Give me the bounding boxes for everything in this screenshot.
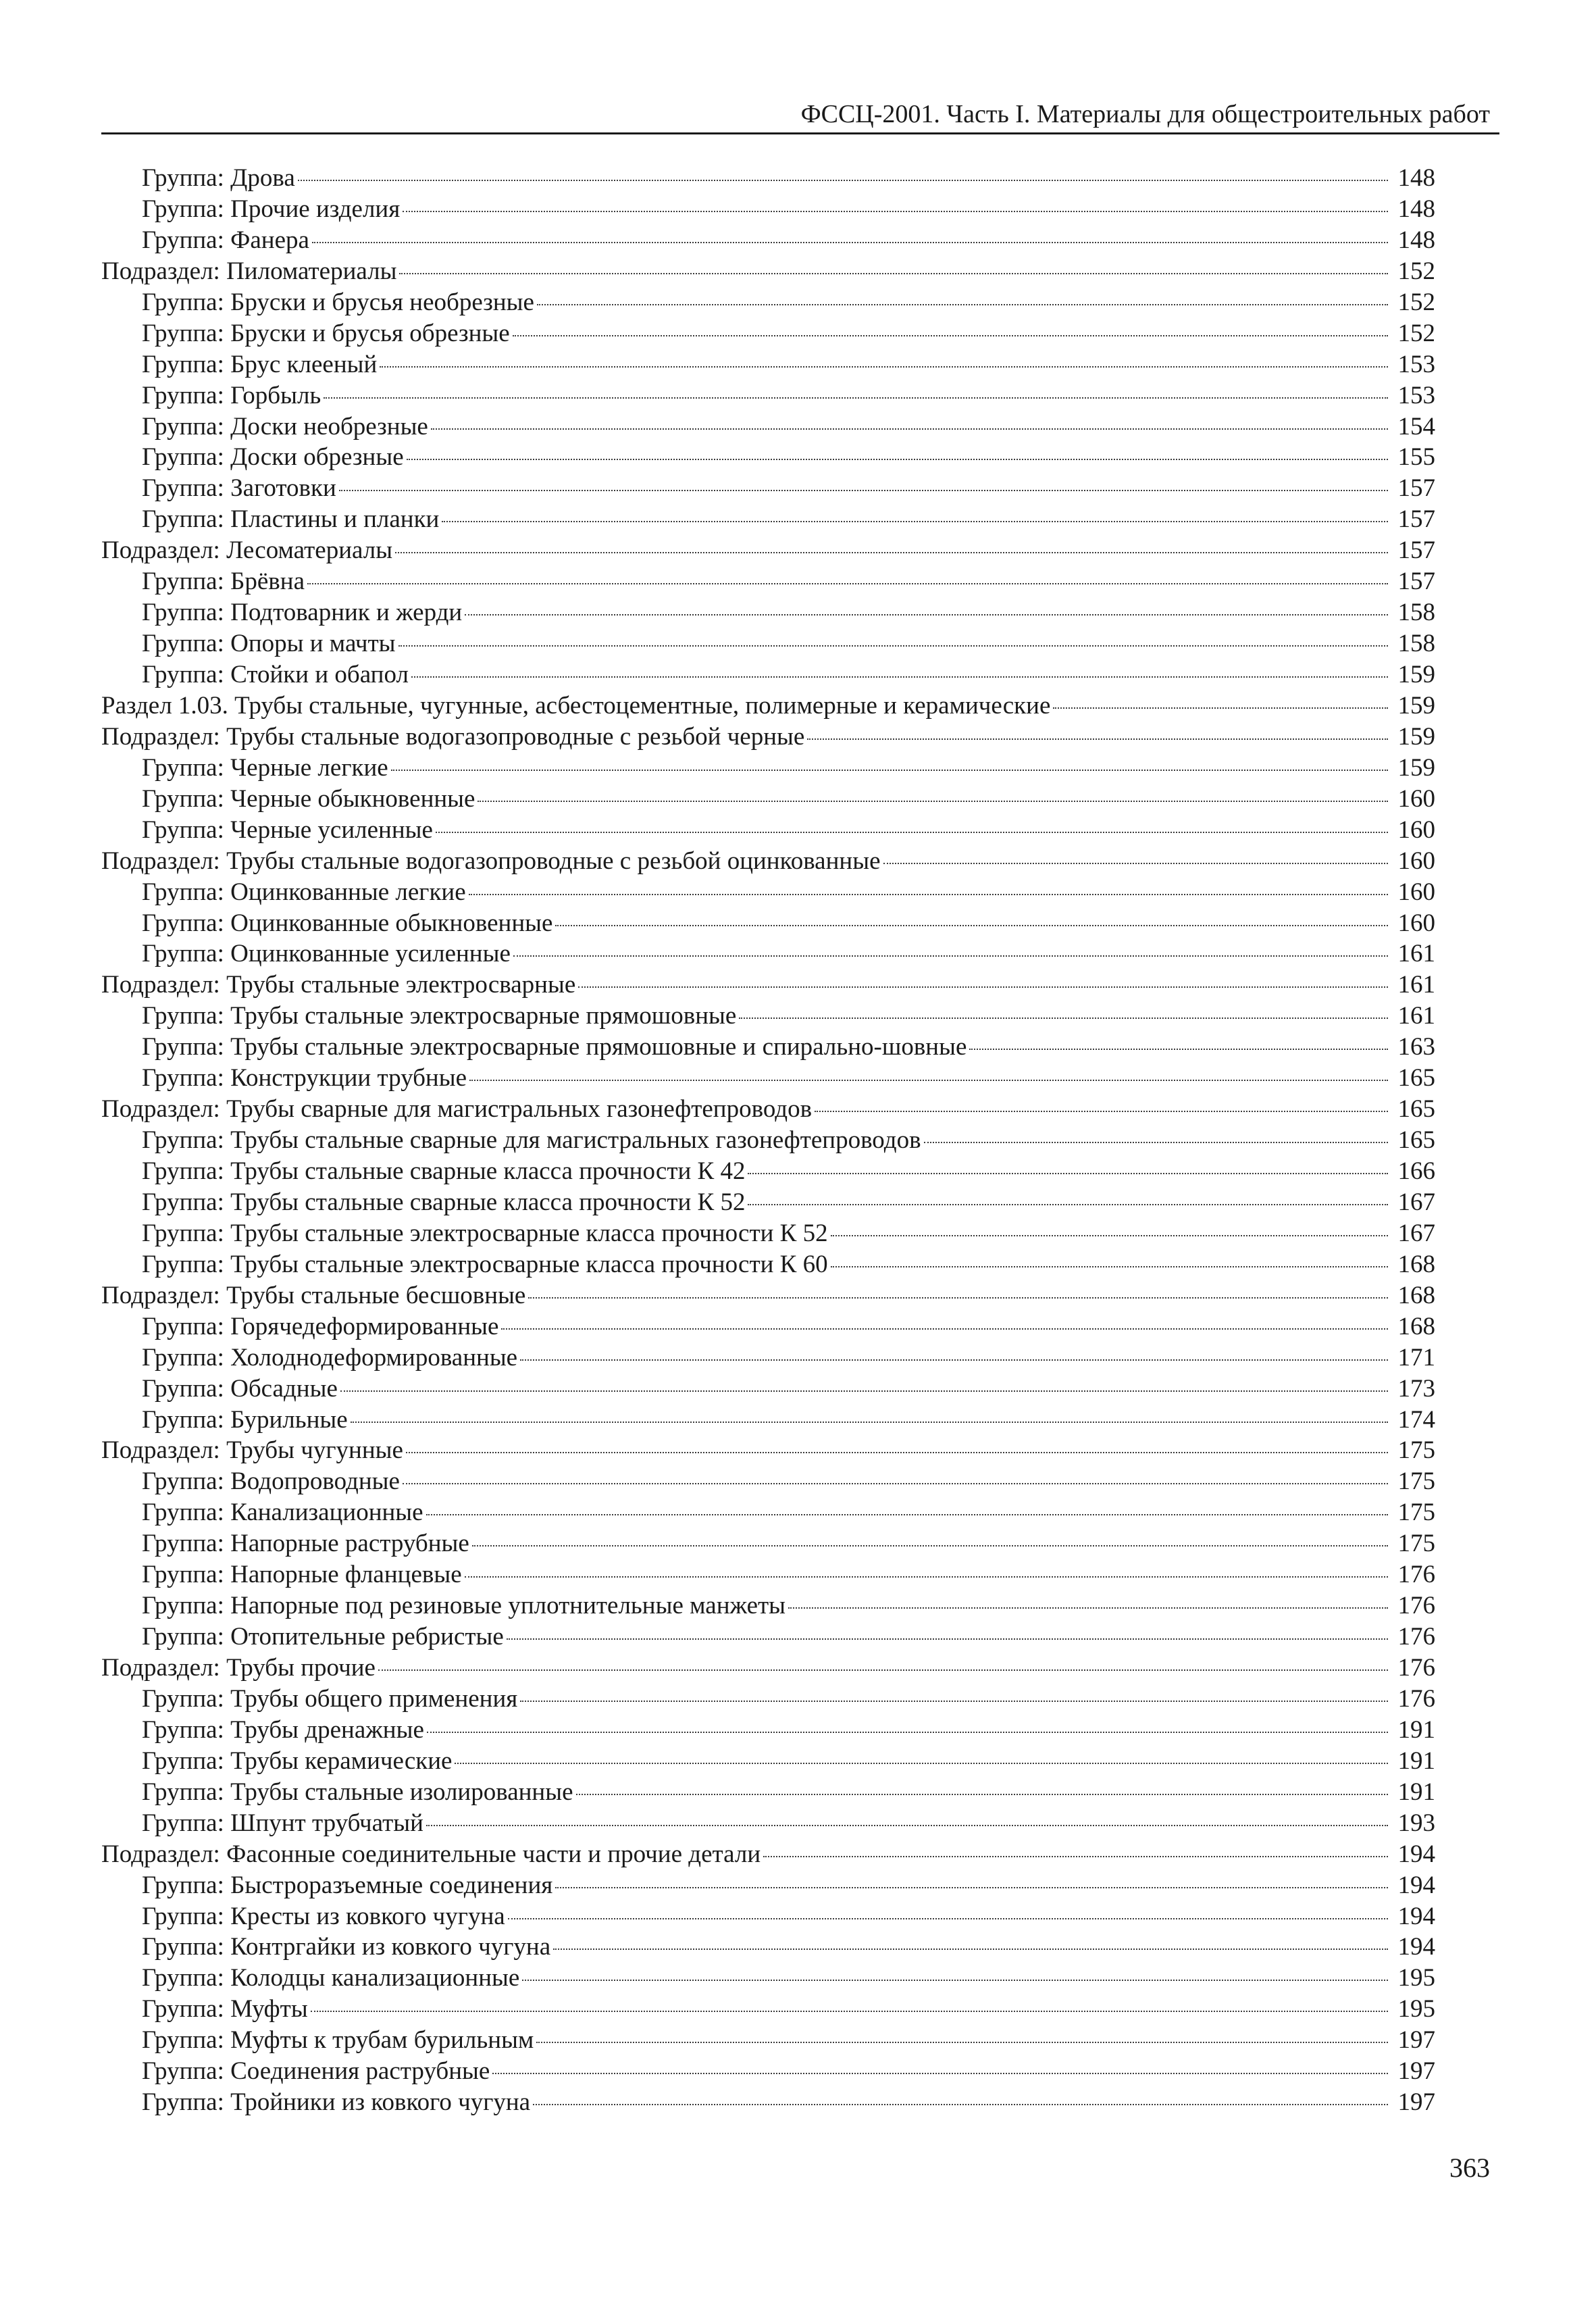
toc-entry-title: Группа: Трубы стальные электросварные прямошовные [142,1002,737,1030]
toc-entry-group[interactable] [101,1497,1435,1528]
toc-entry-page: 195 [1397,1995,1435,2023]
dot-leader [508,1918,1388,1919]
dot-leader [407,459,1388,460]
toc-entry-group[interactable] [101,1311,1435,1342]
toc-entry-title: Группа: Трубы стальные изолированные [142,1778,573,1806]
toc-entry-section[interactable] [101,1094,1435,1125]
dot-leader [788,1607,1388,1609]
toc-entry-page: 167 [1397,1219,1435,1247]
toc-entry-page: 158 [1397,599,1435,627]
toc-entry-page: 176 [1397,1561,1435,1589]
toc-entry-group[interactable] [101,1621,1435,1653]
toc-entry-page: 161 [1397,971,1435,999]
dot-leader [739,1017,1388,1019]
toc-entry-section[interactable] [101,846,1435,877]
toc-entry-page: 160 [1397,815,1435,844]
toc-entry-group[interactable] [101,1405,1435,1436]
toc-entry-group[interactable] [101,380,1435,411]
toc-entry-section[interactable] [101,1280,1435,1311]
toc-entry-page: 166 [1397,1157,1435,1185]
toc-entry-page: 165 [1397,1095,1435,1124]
toc-entry-page: 175 [1397,1530,1435,1558]
dot-leader [391,770,1388,771]
toc-entry-group[interactable] [101,1342,1435,1374]
toc-entry-title: Группа: Канализационные [142,1499,423,1527]
toc-entry-group[interactable] [101,194,1435,225]
toc-entry-title: Группа: Водопроводные [142,1467,400,1496]
toc-entry-title: Раздел 1.03. Трубы стальные, чугунные, асбестоцементные, полимерные и керамические [101,691,1051,720]
toc-entry-section[interactable] [101,1839,1435,1870]
toc-entry-page: 155 [1397,443,1435,472]
dot-leader [465,614,1388,615]
toc-entry-group[interactable] [101,1032,1435,1063]
dot-leader [924,1142,1388,1143]
toc-entry-group[interactable] [101,163,1435,194]
dot-leader [395,552,1388,553]
toc-entry-page: 163 [1397,1033,1435,1061]
toc-entry-page: 197 [1397,2026,1435,2055]
dot-leader [403,1483,1388,1484]
dot-leader [513,955,1388,957]
dot-leader [578,986,1388,988]
dot-leader [436,832,1388,833]
toc-entry-page: 191 [1397,1778,1435,1806]
toc-entry-page: 176 [1397,1654,1435,1682]
dot-leader [307,583,1388,584]
toc-entry-group[interactable] [101,2087,1435,2118]
toc-entry-title: Группа: Брёвна [142,568,305,596]
toc-entry-page: 168 [1397,1312,1435,1340]
toc-entry-title: Группа: Оцинкованные легкие [142,878,466,906]
dot-leader [536,2042,1388,2043]
toc-entry-title: Подраздел: Пиломатериалы [101,257,397,285]
dot-leader [455,1763,1388,1764]
toc-entry-group[interactable] [101,473,1435,504]
toc-entry-group[interactable] [101,2056,1435,2087]
toc-entry-title: Группа: Отопительные ребристые [142,1623,504,1651]
dot-leader [748,1204,1388,1205]
toc-entry-title: Подраздел: Трубы стальные водогазопроводные с резьбой черные [101,722,805,751]
toc-entry-group[interactable] [101,1590,1435,1621]
toc-entry-page: 158 [1397,630,1435,658]
toc-entry-group[interactable] [101,1963,1435,1994]
toc-entry-section[interactable] [101,1653,1435,1684]
toc-entry-title: Группа: Оцинкованные усиленные [142,940,511,968]
toc-entry-title: Подраздел: Трубы прочие [101,1654,376,1682]
toc-entry-title: Группа: Черные легкие [142,753,388,782]
toc-entry-group[interactable] [101,1249,1435,1280]
toc-entry-page: 160 [1397,784,1435,813]
dot-leader [576,1794,1388,1795]
toc-entry-title: Подраздел: Фасонные соединительные части и прочие детали [101,1840,761,1868]
toc-entry-page: 152 [1397,257,1435,285]
toc-entry-page: 171 [1397,1343,1435,1372]
toc-entry-title: Группа: Напорные под резиновые уплотнительные манжеты [142,1592,786,1620]
toc-entry-page: 176 [1397,1623,1435,1651]
toc-entry-group[interactable] [101,908,1435,939]
toc-entry-title: Группа: Соединения раструбные [142,2057,490,2086]
toc-entry-title: Подраздел: Трубы стальные бесшовные [101,1281,526,1309]
toc-entry-section[interactable] [101,690,1435,722]
toc-entry-title: Группа: Бурильные [142,1405,348,1434]
dot-leader [831,1235,1388,1236]
dot-leader [351,1422,1388,1423]
dot-leader [815,1111,1388,1112]
toc-entry-group[interactable] [101,628,1435,659]
toc-entry-group[interactable] [101,225,1435,256]
toc-entry-title: Группа: Муфты [142,1995,308,2023]
toc-entry-title: Группа: Бруски и брусья необрезные [142,288,534,316]
dot-leader [324,397,1388,399]
dot-leader [520,1701,1388,1702]
dot-leader [528,1297,1388,1299]
dot-leader [465,1576,1388,1578]
toc-entry-page: 173 [1397,1374,1435,1403]
dot-leader [520,1359,1388,1361]
dot-leader [533,2104,1388,2105]
dot-leader [411,676,1388,678]
toc-entry-page: 194 [1397,1871,1435,1899]
toc-entry-title: Группа: Колодцы канализационные [142,1964,520,1992]
dot-leader [431,428,1388,430]
toc-entry-group[interactable] [101,442,1435,473]
toc-entry-page: 197 [1397,2088,1435,2117]
toc-entry-page: 176 [1397,1592,1435,1620]
page-number: 363 [1449,2153,1490,2183]
toc-entry-title: Группа: Опоры и мачты [142,630,396,658]
toc-entry-group[interactable] [101,1001,1435,1032]
toc-entry-page: 160 [1397,909,1435,937]
dot-leader [831,1266,1388,1267]
toc-entry-title: Группа: Пластины и планки [142,505,440,534]
toc-entry-section[interactable] [101,1435,1435,1466]
toc-entry-page: 159 [1397,722,1435,751]
toc-entry-title: Группа: Трубы стальные электросварные класса прочности К 60 [142,1250,828,1278]
toc-entry-title: Группа: Холоднодеформированные [142,1343,518,1372]
toc-entry-title: Группа: Горбыль [142,381,321,409]
toc-entry-page: 168 [1397,1250,1435,1278]
toc-entry-page: 159 [1397,691,1435,720]
toc-entry-page: 148 [1397,164,1435,192]
dot-leader [378,1669,1388,1671]
toc-entry-title: Подраздел: Трубы сварные для магистральных газонефтепроводов [101,1095,813,1124]
toc-entry-section[interactable] [101,970,1435,1001]
toc-entry-group[interactable] [101,566,1435,597]
toc-entry-title: Группа: Контргайки из ковкого чугуна [142,1933,551,1961]
dot-leader [298,180,1388,181]
toc-entry-group[interactable] [101,1901,1435,1932]
dot-leader [883,863,1389,864]
dot-leader [406,1452,1388,1453]
dot-leader [537,304,1388,305]
dot-leader [469,1080,1388,1081]
toc-entry-page: 175 [1397,1467,1435,1496]
toc-entry-title: Подраздел: Трубы стальные электросварные [101,971,576,999]
toc-entry-title: Группа: Черные обыкновенные [142,784,475,813]
toc-entry-page: 197 [1397,2057,1435,2086]
toc-entry-page: 157 [1397,568,1435,596]
toc-entry-page: 148 [1397,226,1435,254]
toc-entry-page: 194 [1397,1840,1435,1868]
toc-entry-title: Группа: Трубы общего применения [142,1684,518,1713]
dot-leader [513,335,1388,336]
toc-entry-group[interactable] [101,2025,1435,2056]
dot-leader [311,2011,1388,2012]
toc-entry-title: Группа: Конструкции трубные [142,1064,467,1092]
toc-entry-page: 195 [1397,1964,1435,1992]
dot-leader [555,1887,1388,1888]
toc-entry-page: 159 [1397,661,1435,688]
toc-entry-section[interactable] [101,722,1435,753]
toc-entry-group[interactable] [101,1528,1435,1559]
dot-leader [312,242,1388,243]
toc-entry-group[interactable] [101,659,1435,690]
toc-entry-title: Группа: Трубы стальные электросварные прямошовные и спирально-шовные [142,1033,967,1061]
toc-entry-page: 174 [1397,1405,1435,1434]
toc-entry-page: 157 [1397,505,1435,534]
toc-entry-page: 168 [1397,1281,1435,1309]
toc-entry-group[interactable] [101,1777,1435,1808]
toc-entry-group[interactable] [101,1156,1435,1187]
dot-leader [380,366,1388,368]
toc-entry-page: 157 [1397,474,1435,503]
toc-entry-title: Подраздел: Лесоматериалы [101,536,393,565]
dot-leader [399,273,1388,274]
toc-entry-page: 160 [1397,878,1435,906]
toc-entry-title: Группа: Брус клееный [142,350,378,378]
dot-leader [507,1638,1388,1640]
toc-entry-page: 161 [1397,1002,1435,1030]
toc-entry-page: 152 [1397,288,1435,316]
dot-leader [748,1173,1388,1174]
toc-entry-title: Группа: Тройники из ковкого чугуна [142,2088,531,2117]
toc-entry-title: Группа: Трубы дренажные [142,1715,424,1744]
dot-leader [398,645,1388,647]
toc-entry-page: 175 [1397,1436,1435,1465]
toc-entry-page: 154 [1397,412,1435,441]
dot-leader [553,1948,1388,1950]
toc-entry-group[interactable] [101,597,1435,628]
toc-entry-page: 194 [1397,1933,1435,1961]
toc-entry-group[interactable] [101,1374,1435,1405]
toc-entry-title: Группа: Черные усиленные [142,815,433,844]
toc-entry-group[interactable] [101,1932,1435,1963]
toc-entry-title: Группа: Трубы стальные сварные класса прочности К 52 [142,1188,746,1216]
toc-entry-title: Группа: Оцинкованные обыкновенные [142,909,553,937]
toc-entry-group[interactable] [101,287,1435,318]
toc-entry-page: 194 [1397,1902,1435,1930]
dot-leader [340,1390,1388,1392]
toc-entry-title: Подраздел: Трубы чугунные [101,1436,403,1465]
toc-entry-page: 191 [1397,1715,1435,1744]
dot-leader [1053,707,1388,709]
toc-entry-title: Группа: Трубы стальные сварные для магистральных газонефтепроводов [142,1126,921,1155]
toc-entry-title: Группа: Обсадные [142,1374,338,1403]
toc-entry-title: Группа: Напорные фланцевые [142,1561,462,1589]
toc-entry-page: 167 [1397,1188,1435,1216]
toc-entry-title: Группа: Шпунт трубчатый [142,1809,423,1837]
toc-entry-title: Группа: Кресты из ковкого чугуна [142,1902,505,1930]
toc-entry-group[interactable] [101,877,1435,908]
dot-leader [426,1825,1388,1826]
toc-entry-section[interactable] [101,256,1435,287]
dot-leader [339,490,1388,491]
running-header-title: ФССЦ-2001. Часть I. Материалы для общестроительных работ [800,100,1490,128]
toc-entry-title: Группа: Бруски и брусья обрезные [142,319,510,347]
toc-entry-page: 175 [1397,1499,1435,1527]
toc-entry-group[interactable] [101,1063,1435,1094]
toc-entry-group[interactable] [101,1808,1435,1839]
toc-entry-group[interactable] [101,1746,1435,1777]
toc-entry-page: 153 [1397,381,1435,409]
toc-entry-group[interactable] [101,318,1435,349]
toc-entry-title: Группа: Трубы стальные сварные класса прочности К 42 [142,1157,746,1185]
toc-entry-group[interactable] [101,1218,1435,1249]
toc-entry-title: Группа: Трубы керамические [142,1746,453,1775]
toc-entry-group[interactable] [101,349,1435,380]
toc-entry-page: 165 [1397,1126,1435,1155]
toc-entry-group[interactable] [101,1715,1435,1746]
toc-entry-group[interactable] [101,1870,1435,1901]
dot-leader [442,521,1388,522]
toc-entry-page: 193 [1397,1809,1435,1837]
dot-leader [807,738,1388,740]
toc-entry-group[interactable] [101,1559,1435,1590]
dot-leader [522,1980,1388,1981]
toc-entry-title: Группа: Стойки и обапол [142,661,409,688]
toc-entry-page: 152 [1397,319,1435,347]
dot-leader [478,801,1388,802]
toc-entry-group[interactable] [101,1994,1435,2025]
toc-entry-page: 157 [1397,536,1435,565]
toc-entry-title: Группа: Муфты к трубам бурильным [142,2026,534,2055]
toc-entry-group[interactable] [101,1125,1435,1156]
running-header [101,93,1499,134]
toc-entry-title: Группа: Быстроразъемные соединения [142,1871,553,1899]
dot-leader [555,925,1388,926]
toc-entry-group[interactable] [101,1187,1435,1218]
toc-entry-page: 161 [1397,940,1435,968]
toc-entry-group[interactable] [101,504,1435,535]
toc-entry-title: Группа: Горячедеформированные [142,1312,499,1340]
dot-leader [501,1328,1388,1330]
toc-entry-group[interactable] [101,815,1435,846]
toc-entry-group[interactable] [101,1684,1435,1715]
toc-entry-title: Подраздел: Трубы стальные водогазопроводные с резьбой оцинкованные [101,847,881,875]
toc-entry-page: 176 [1397,1684,1435,1713]
toc-entry-group[interactable] [101,411,1435,443]
dot-leader [763,1856,1388,1857]
toc-entry-group[interactable] [101,784,1435,815]
table-of-contents [101,163,1435,2118]
toc-entry-title: Группа: Дрова [142,164,295,192]
toc-entry-page: 148 [1397,195,1435,223]
toc-entry-title: Группа: Напорные раструбные [142,1530,469,1558]
dot-leader [472,1545,1388,1546]
toc-entry-page: 191 [1397,1746,1435,1775]
toc-entry-title: Группа: Подтоварник и жерди [142,599,463,627]
toc-entry-page: 160 [1397,847,1435,875]
toc-entry-section[interactable] [101,535,1435,566]
toc-entry-title: Группа: Прочие изделия [142,195,401,223]
toc-entry-title: Группа: Трубы стальные электросварные класса прочности К 52 [142,1219,828,1247]
dot-leader [492,2073,1388,2074]
toc-entry-page: 159 [1397,753,1435,782]
toc-entry-group[interactable] [101,938,1435,970]
toc-entry-page: 153 [1397,350,1435,378]
toc-entry-title: Группа: Заготовки [142,474,336,503]
toc-entry-group[interactable] [101,1466,1435,1497]
toc-entry-page: 165 [1397,1064,1435,1092]
toc-entry-title: Группа: Фанера [142,226,309,254]
dot-leader [469,894,1388,895]
dot-leader [427,1732,1388,1733]
dot-leader [403,211,1388,212]
toc-entry-group[interactable] [101,753,1435,784]
dot-leader [426,1514,1388,1515]
dot-leader [969,1049,1388,1050]
toc-entry-title: Группа: Доски обрезные [142,443,404,472]
toc-entry-title: Группа: Доски необрезные [142,412,428,441]
